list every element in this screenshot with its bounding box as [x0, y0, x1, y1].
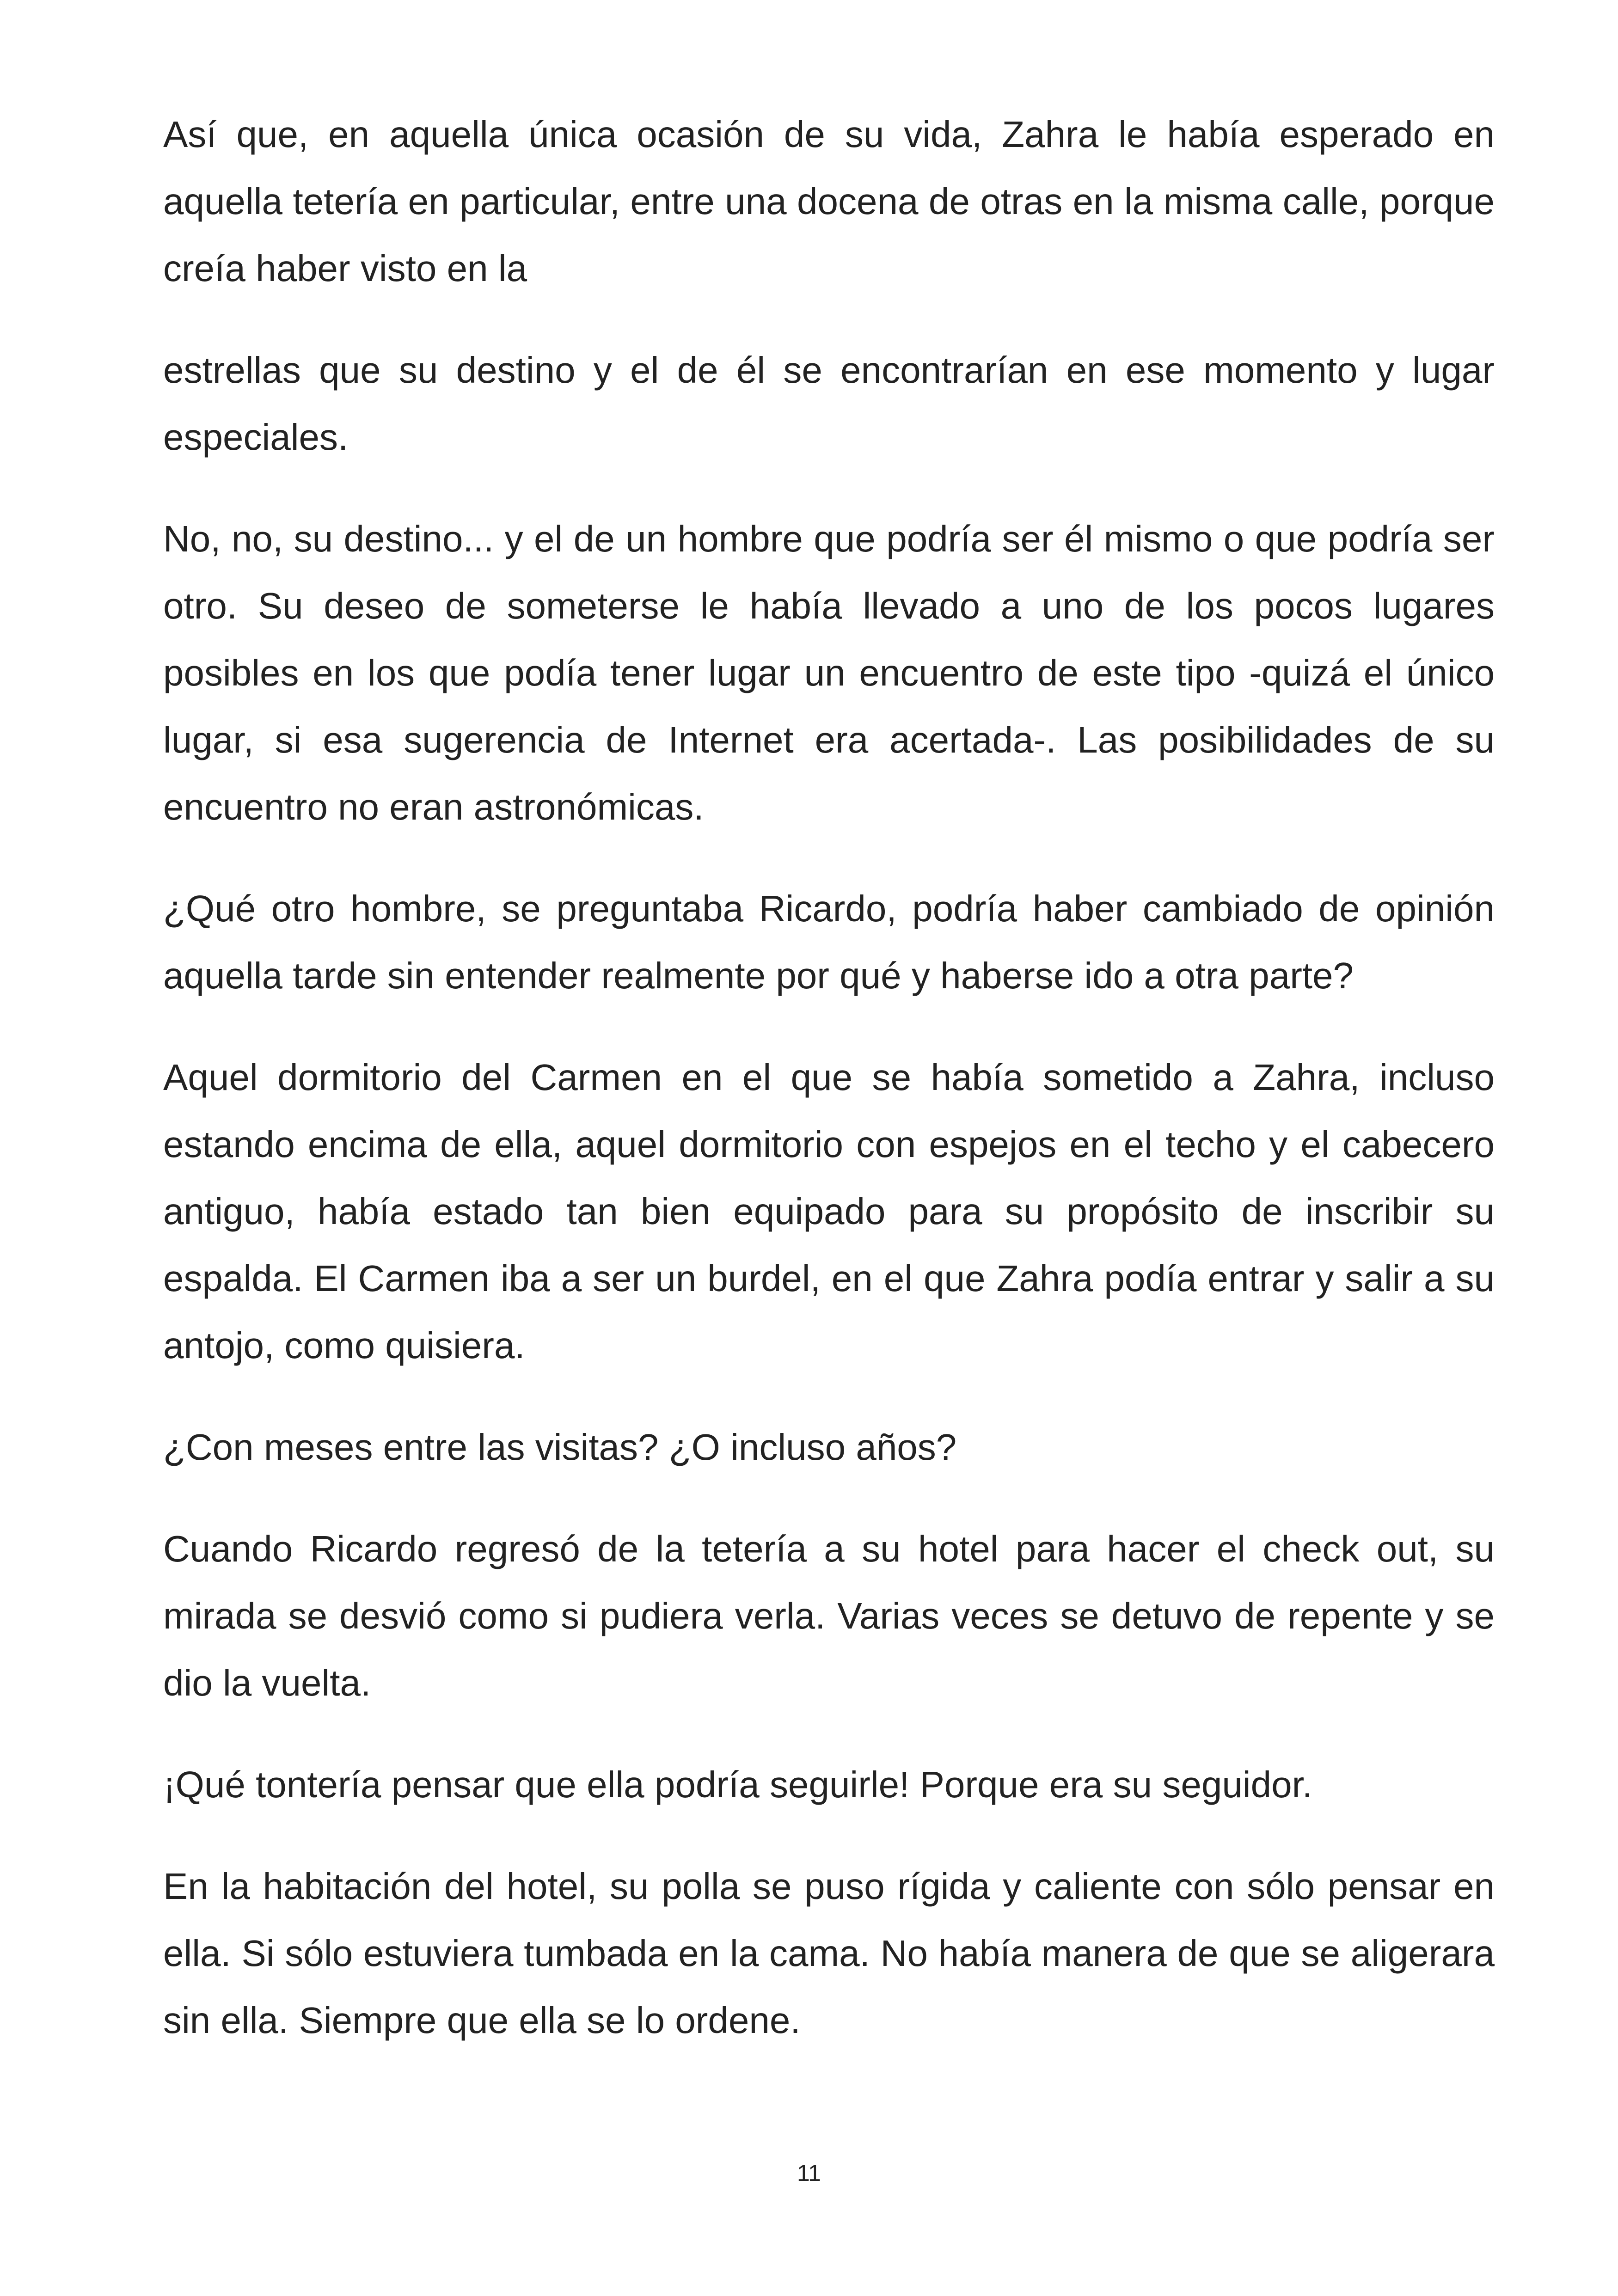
- paragraph: ¿Con meses entre las visitas? ¿O incluso años?: [163, 1427, 957, 1468]
- paragraph: estrellas que su destino y el de él se encontrarían en ese momento y lugar especiales.: [163, 349, 1495, 458]
- paragraph: Aquel dormitorio del Carmen en el que se había sometido a Zahra, incluso estando encima de ella, aquel dormitorio con espejos en el techo y el cabecero antiguo, había estado tan bien equipado para su propósito de inscribir su espalda. El Carmen iba a ser un burdel, en el que Zahra podía entrar y salir a su antojo, como quisiera.: [163, 1057, 1495, 1366]
- document-body: [163, 101, 1495, 2088]
- paragraph: Así que, en aquella única ocasión de su vida, Zahra le había esperado en aquella tetería en particular, entre una docena de otras en la misma calle, porque creía haber visto en la: [163, 114, 1495, 289]
- page-number: 11: [797, 2160, 821, 2186]
- paragraph: ¡Qué tontería pensar que ella podría seguirle! Porque era su seguidor.: [163, 1764, 1313, 1805]
- paragraph: Cuando Ricardo regresó de la tetería a su hotel para hacer el check out, su mirada se desvió como si pudiera verla. Varias veces se detuvo de repente y se dio la vuelta.: [163, 1528, 1495, 1703]
- paragraph: No, no, su destino... y el de un hombre que podría ser él mismo o que podría ser otro. Su deseo de someterse le había llevado a uno de los pocos lugares posibles en los que podía tener lugar un encuentro de este tipo -quizá el único lugar, si esa sugerencia de Internet era acertada-. Las posibilidades de su encuentro no eran astronómicas.: [163, 518, 1495, 827]
- paragraph: ¿Qué otro hombre, se preguntaba Ricardo, podría haber cambiado de opinión aquella tarde sin entender realmente por qué y haberse ido a otra parte?: [163, 888, 1495, 996]
- paragraph: En la habitación del hotel, su polla se puso rígida y caliente con sólo pensar en ella. Si sólo estuviera tumbada en la cama. No había manera de que se aligerara sin ella. Siempre que ella se lo ordene.: [163, 1866, 1495, 2041]
